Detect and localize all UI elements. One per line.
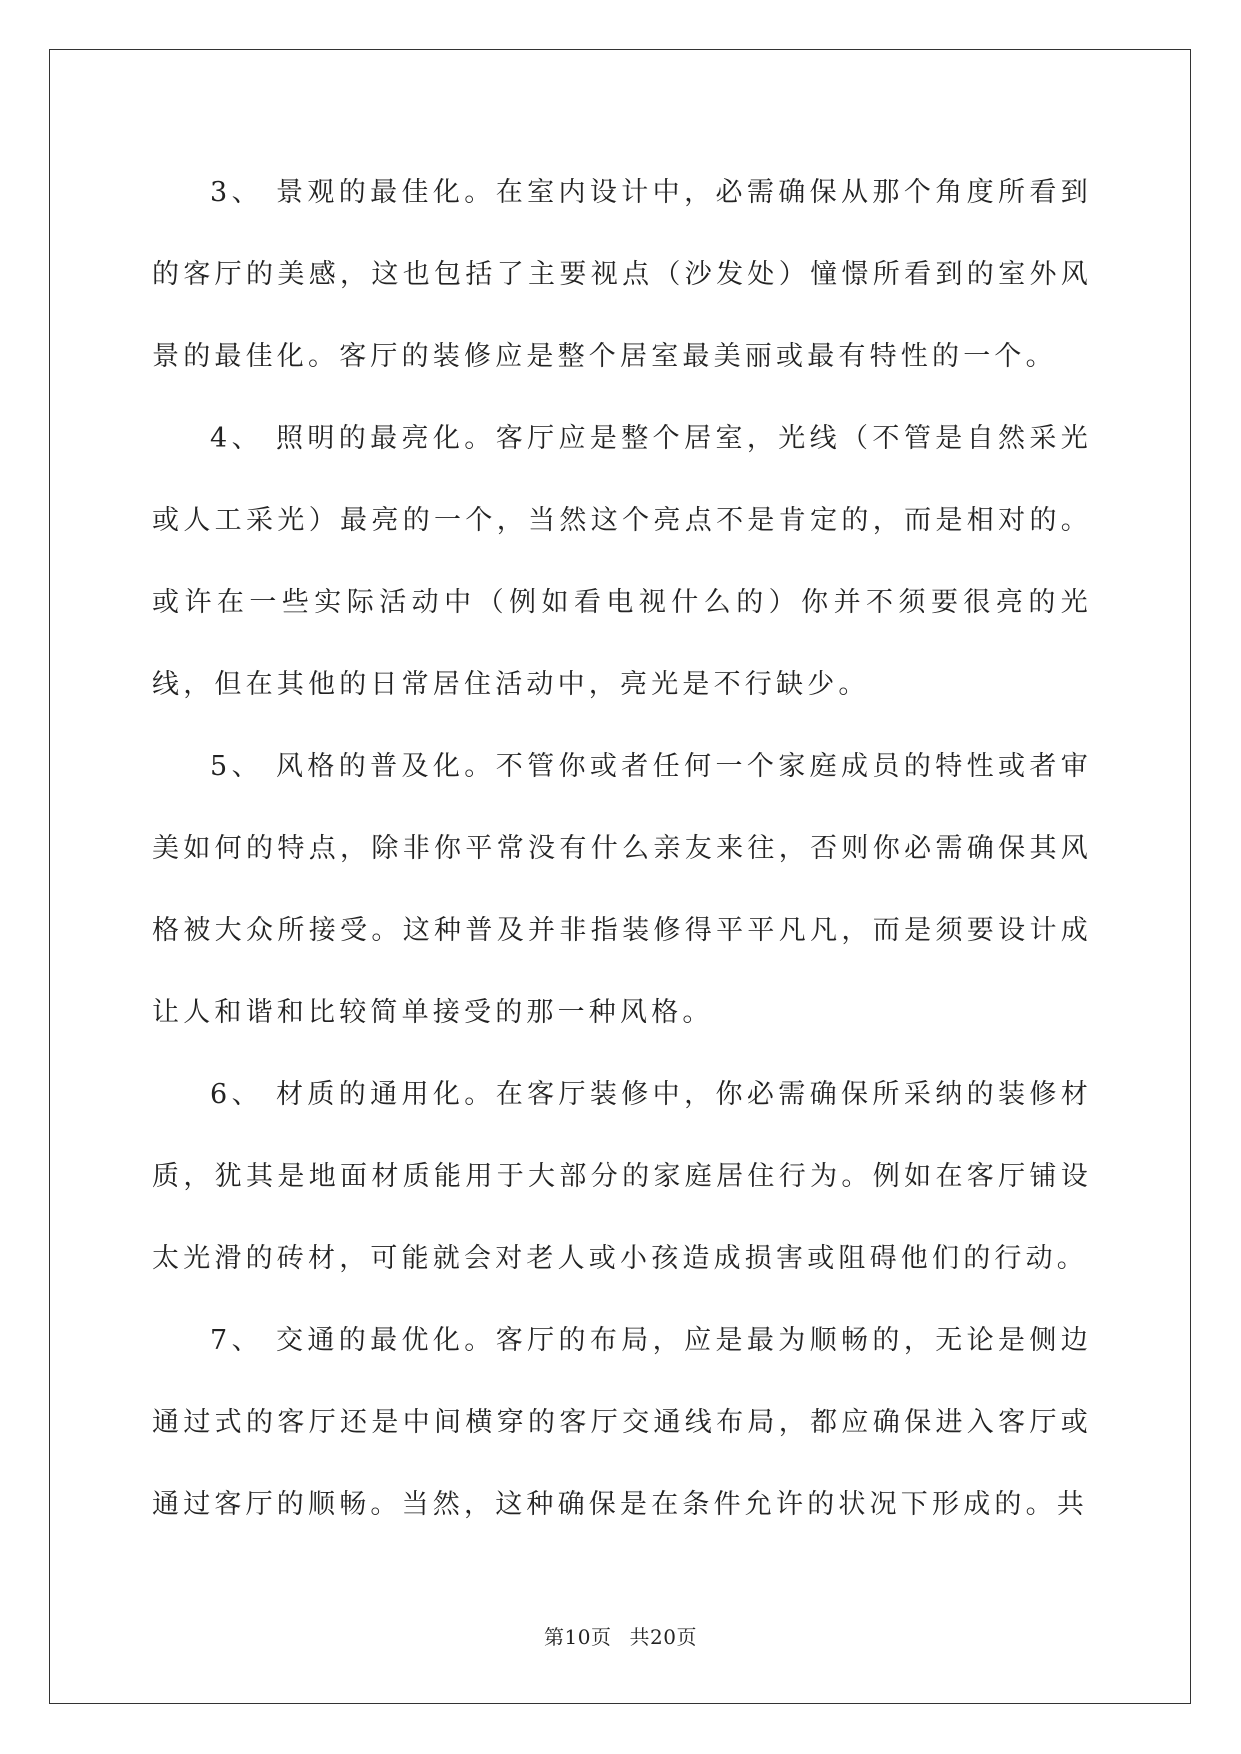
- paragraph-4: 4、 照明的最亮化。客厅应是整个居室，光线（不管是自然采光或人工采光）最亮的一个，当然这个亮点不是肯定的，而是相对的。或许在一些实际活动中（例如看电视什么的）你并不须要很亮的光线，但在其他的日常居住活动中，亮光是不行缺少。: [152, 423, 1092, 700]
- page-number: 第10页: [544, 1625, 612, 1649]
- document-body: [152, 152, 1092, 1546]
- page-total: 共20页: [629, 1625, 697, 1649]
- paragraph-6: 6、 材质的通用化。在客厅装修中，你必需确保所采纳的装修材质，犹其是地面材质能用于大部分的家庭居住行为。例如在客厅铺设太光滑的砖材，可能就会对老人或小孩造成损害或阻碍他们的行动。: [152, 1079, 1092, 1274]
- paragraph-7: 7、 交通的最优化。客厅的布局，应是最为顺畅的，无论是侧边通过式的客厅还是中间横穿的客厅交通线布局，都应确保进入客厅或通过客厅的顺畅。当然，这种确保是在条件允许的状况下形成的。共: [152, 1325, 1092, 1520]
- paragraph-5: 5、 风格的普及化。不管你或者任何一个家庭成员的特性或者审美如何的特点，除非你平常没有什么亲友来往，否则你必需确保其风格被大众所接受。这种普及并非指装修得平平凡凡，而是须要设计成让人和谐和比较简单接受的那一种风格。: [152, 751, 1092, 1028]
- page-footer: [0, 1621, 1241, 1650]
- paragraph-3: 3、 景观的最佳化。在室内设计中，必需确保从那个角度所看到的客厅的美感，这也包括了主要视点（沙发处）憧憬所看到的室外风景的最佳化。客厅的装修应是整个居室最美丽或最有特性的一个。: [152, 177, 1092, 372]
